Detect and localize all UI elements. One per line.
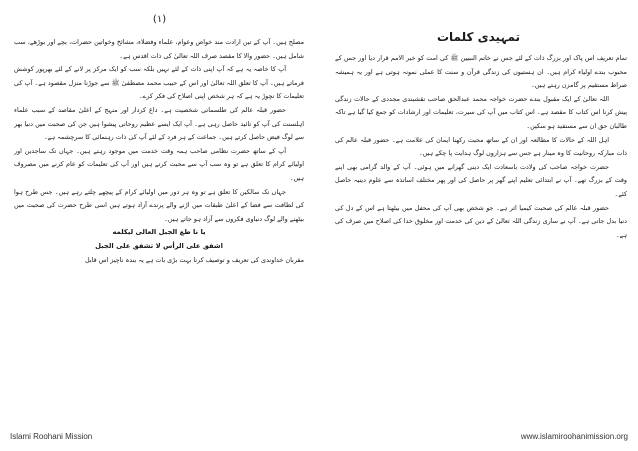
closing-line: مقربان خداوندی کی تعریف و توصیف کرنا بہت بڑی بات ہے یہ بندہ ناچیز اس قابل: [85, 255, 304, 264]
paragraph: آپ کے ساتھ حضرت نظامی صاحب ہمہ وقت خدمت میں موجود رہتے ہیں۔ جہاں تک ساجدین اور اولیائے کرام کا تعلق ہے تو وہ سب آپ سے محبت کرتے ہیں اور آپ کی تعلیمات کو عام کرنے میں مصروف ہیں۔: [14, 146, 304, 182]
paragraph: اللہ تعالیٰ کے ایک مقبول بندے حضرت خواجہ محمد عبدالحق صاحب نقشبندی مجددی کے حالات زندگی پیش کرنا اس کتاب کا مقصد ہے۔ اس کتاب میں آپ کی سیرت، تعلیمات اور ارشادات کو جمع کیا گیا ہے تاکہ طالبان حق ان سے مستفید ہو سکیں۔: [335, 94, 627, 130]
footer-website: www.islamiroohanimission.org: [520, 432, 628, 441]
arabic-couplet: [14, 226, 304, 240]
right-page-text: [335, 52, 627, 438]
paragraph: آپ کا خاصہ یہ ہے کہ آپ اپنی ذات کے لئے نہیں بلکہ سب کو ایک مرکز پر لانے کے لئے بھرپور کوشش فرماتے ہیں۔ آپ کا تعلق اللہ تعالیٰ اور اس کے حبیب محمد مصطفیٰ ﷺ سے جوڑنا منزل مقصود ہے۔ آپ کی تعلیمات کا نچوڑ یہ ہے کہ ہر شخص اپنی اصلاح کی فکر کرے۔: [14, 65, 304, 101]
couplet-line: اشفق علی الرأس لا تشفق علی الجبل: [95, 241, 223, 250]
footer-mission-name: Islami Roohani Mission: [10, 432, 93, 441]
page-number: (۱): [152, 14, 167, 25]
paragraph: اہل اللہ کے حالات کا مطالعہ اور ان کے ساتھ محبت رکھنا ایمان کی علامت ہے۔ حضور قبلہ عالم کی ذات مبارکہ روحانیت کا وہ مینار ہے جس سے ہزاروں لوگ ہدایت پا چکے ہیں۔: [335, 135, 627, 158]
paragraph: تمام تعریف اس پاک اور بزرگ ذات کے لئے جس نے خاتم النبیین ﷺ کی امت کو خیر الامم قرار دیا اور جس کے محبوب بندے اولیاء کرام ہیں۔ ان ہستیوں کی زندگی قرآن و سنت کا عملی نمونہ ہوتی ہے اور یہ ہمیشہ صراط مستقیم پر گامزن رہتے ہیں۔: [335, 54, 627, 90]
right-page: [319, 0, 638, 451]
arabic-couplet-second: [14, 240, 304, 254]
couplet-line: یا نا طع الجبل العالی لیکلمه: [112, 228, 206, 237]
paragraph: حضور قبلہ عالم کی صحبت کیمیا اثر ہے۔ جو شخص بھی آپ کی محفل میں بیٹھتا ہے اس کے دل کی دنیا بدل جاتی ہے۔ آپ نے ساری زندگی اللہ تعالیٰ کے دین کی خدمت اور مخلوق خدا کی اصلاح میں صرف کی ہے۔: [335, 203, 627, 239]
left-page-text: [14, 36, 304, 438]
paragraph: مصلح ہیں۔ آپ کے تین ارادت مند خواص وعوام، علماء وفضلاء، مشائخ وخواتین حضرات، بچے اور بوڑھے، سب شامل ہیں۔ حضور والا کا مقصد صرف اللہ تعالیٰ کی ذات اقدس ہے۔: [14, 38, 304, 60]
paragraph: حضور قبلہ عالم کی طلسماتی شخصیت ہے۔ داغ کردار اور منہج کے اعلیٰ مقاصد کے سبب علماء اہلسنت کی آپ کو تائید حاصل رہی ہے۔ آپ ایک ایسے عظیم روحانی پیشوا ہیں جن کی صحبت میں دنیا بھر سے لوگ فیض حاصل کرتے ہیں۔ جماعت کے ہر فرد کے لئے آپ کی ذات رہنمائی کا سرچشمہ ہے۔: [14, 105, 304, 142]
section-title: تمہیدی کلمات: [436, 30, 521, 44]
paragraph: حضرت خواجہ صاحب کی ولادت باسعادت ایک دینی گھرانے میں ہوئی۔ آپ کے والد گرامی بھی اپنے وقت کے بزرگ تھے۔ آپ نے ابتدائی تعلیم اپنے گھر پر حاصل کی اور پھر مختلف اساتذہ سے علوم دینیہ حاصل کئے۔: [335, 162, 627, 198]
paragraph: جہاں تک سالکین کا تعلق ہے تو وہ ہر دور میں اولیائے کرام کے پیچھے چلتے رہے ہیں۔ جس طرح ہوا کی لطافت سے فضا کے اعلیٰ طبقات میں اڑنے والے پرندے آزاد ہوتے ہیں اسی طرح حضرت کی صحبت میں بیٹھنے والے لوگ دنیاوی فکروں سے آزاد ہو جاتے ہیں۔: [14, 187, 304, 223]
